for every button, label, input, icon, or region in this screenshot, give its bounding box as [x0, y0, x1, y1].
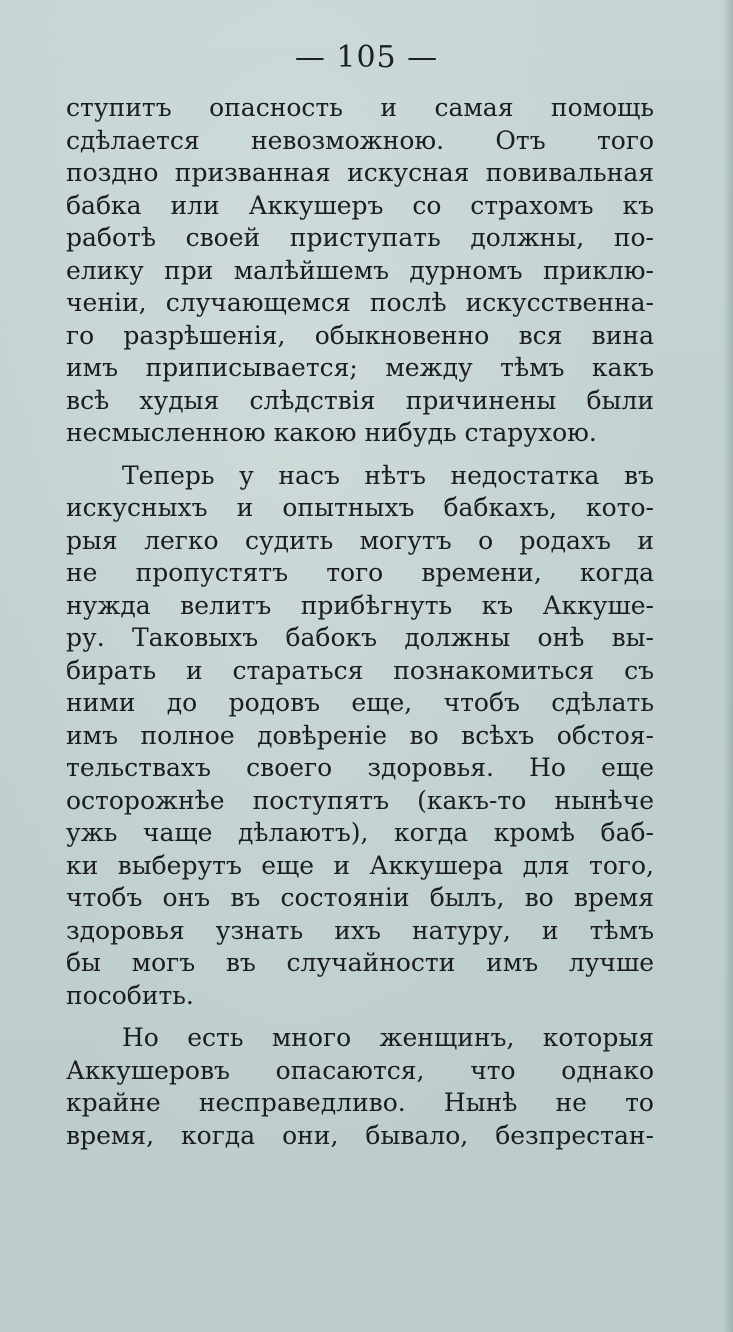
paragraph-2 — [66, 460, 654, 1013]
text-line: время, когда они, бывало, безпрестан- — [66, 1120, 654, 1150]
paragraph-3 — [66, 1022, 654, 1152]
page-edge-shadow — [723, 0, 733, 1332]
page-number: — 105 — — [294, 40, 439, 75]
text-line: искусныхъ и опытныхъ бабкахъ, кото- — [66, 493, 654, 522]
paragraph-1 — [66, 92, 654, 450]
text-line: ними до родовъ еще, чтобъ сдѣлать — [66, 688, 654, 717]
text-line: чтобъ онъ въ состояніи былъ, во время — [66, 883, 654, 912]
text-line: Аккушеровъ опасаются, что однако — [66, 1055, 654, 1085]
text-line: ки выберутъ еще и Аккушера для того, — [66, 850, 654, 880]
text-line: го разрѣшенія, обыкновенно вся вина — [66, 320, 654, 350]
text-line: здоровья узнать ихъ натуру, и тѣмъ — [66, 915, 654, 945]
text-line: сдѣлается невозможною. Отъ того — [66, 125, 654, 155]
text-line: поздно призванная искусная повивальная — [66, 158, 654, 187]
text-line: имъ полное довѣреніе во всѣхъ обстоя- — [66, 720, 654, 750]
text-line: несмысленною какою нибудь старухою. — [66, 418, 597, 447]
text-line: рыя легко судить могутъ о родахъ и — [66, 525, 654, 555]
text-line: Теперь у насъ нѣтъ недостатка въ — [122, 460, 654, 490]
paragraph-gap — [66, 1012, 654, 1022]
text-line: ченіи, случающемся послѣ искусственна- — [66, 288, 654, 317]
text-line: елику при малѣйшемъ дурномъ приклю- — [66, 255, 654, 285]
text-line: ру. Таковыхъ бабокъ должны онѣ вы- — [66, 623, 654, 652]
text-line: не пропустятъ того времени, когда — [66, 558, 654, 587]
text-line: тельствахъ своего здоровья. Но еще — [66, 753, 654, 782]
body-text — [66, 92, 654, 1152]
text-line: Но есть много женщинъ, которыя — [122, 1023, 654, 1052]
text-line: бы могъ въ случайности имъ лучше — [66, 948, 654, 977]
text-line: крайне несправедливо. Нынѣ не то — [66, 1088, 654, 1117]
text-line: пособить. — [66, 980, 194, 1010]
paragraph-gap — [66, 450, 654, 460]
text-line: бирать и стараться познакомиться съ — [66, 655, 654, 685]
text-line: имъ приписывается; между тѣмъ какъ — [66, 353, 654, 382]
text-line: бабка или Аккушеръ со страхомъ къ — [66, 190, 654, 220]
text-line: ступитъ опасность и самая помощь — [66, 93, 654, 122]
text-line: нужда велитъ прибѣгнуть къ Аккуше- — [66, 590, 654, 620]
text-line: работѣ своей приступать должны, по- — [66, 223, 654, 252]
text-line: всѣ худыя слѣдствія причинены были — [66, 385, 654, 415]
text-line: ужь чаще дѣлаютъ), когда кромѣ баб- — [66, 818, 654, 847]
text-line: осторожнѣе поступятъ (какъ-то нынѣче — [66, 785, 654, 815]
